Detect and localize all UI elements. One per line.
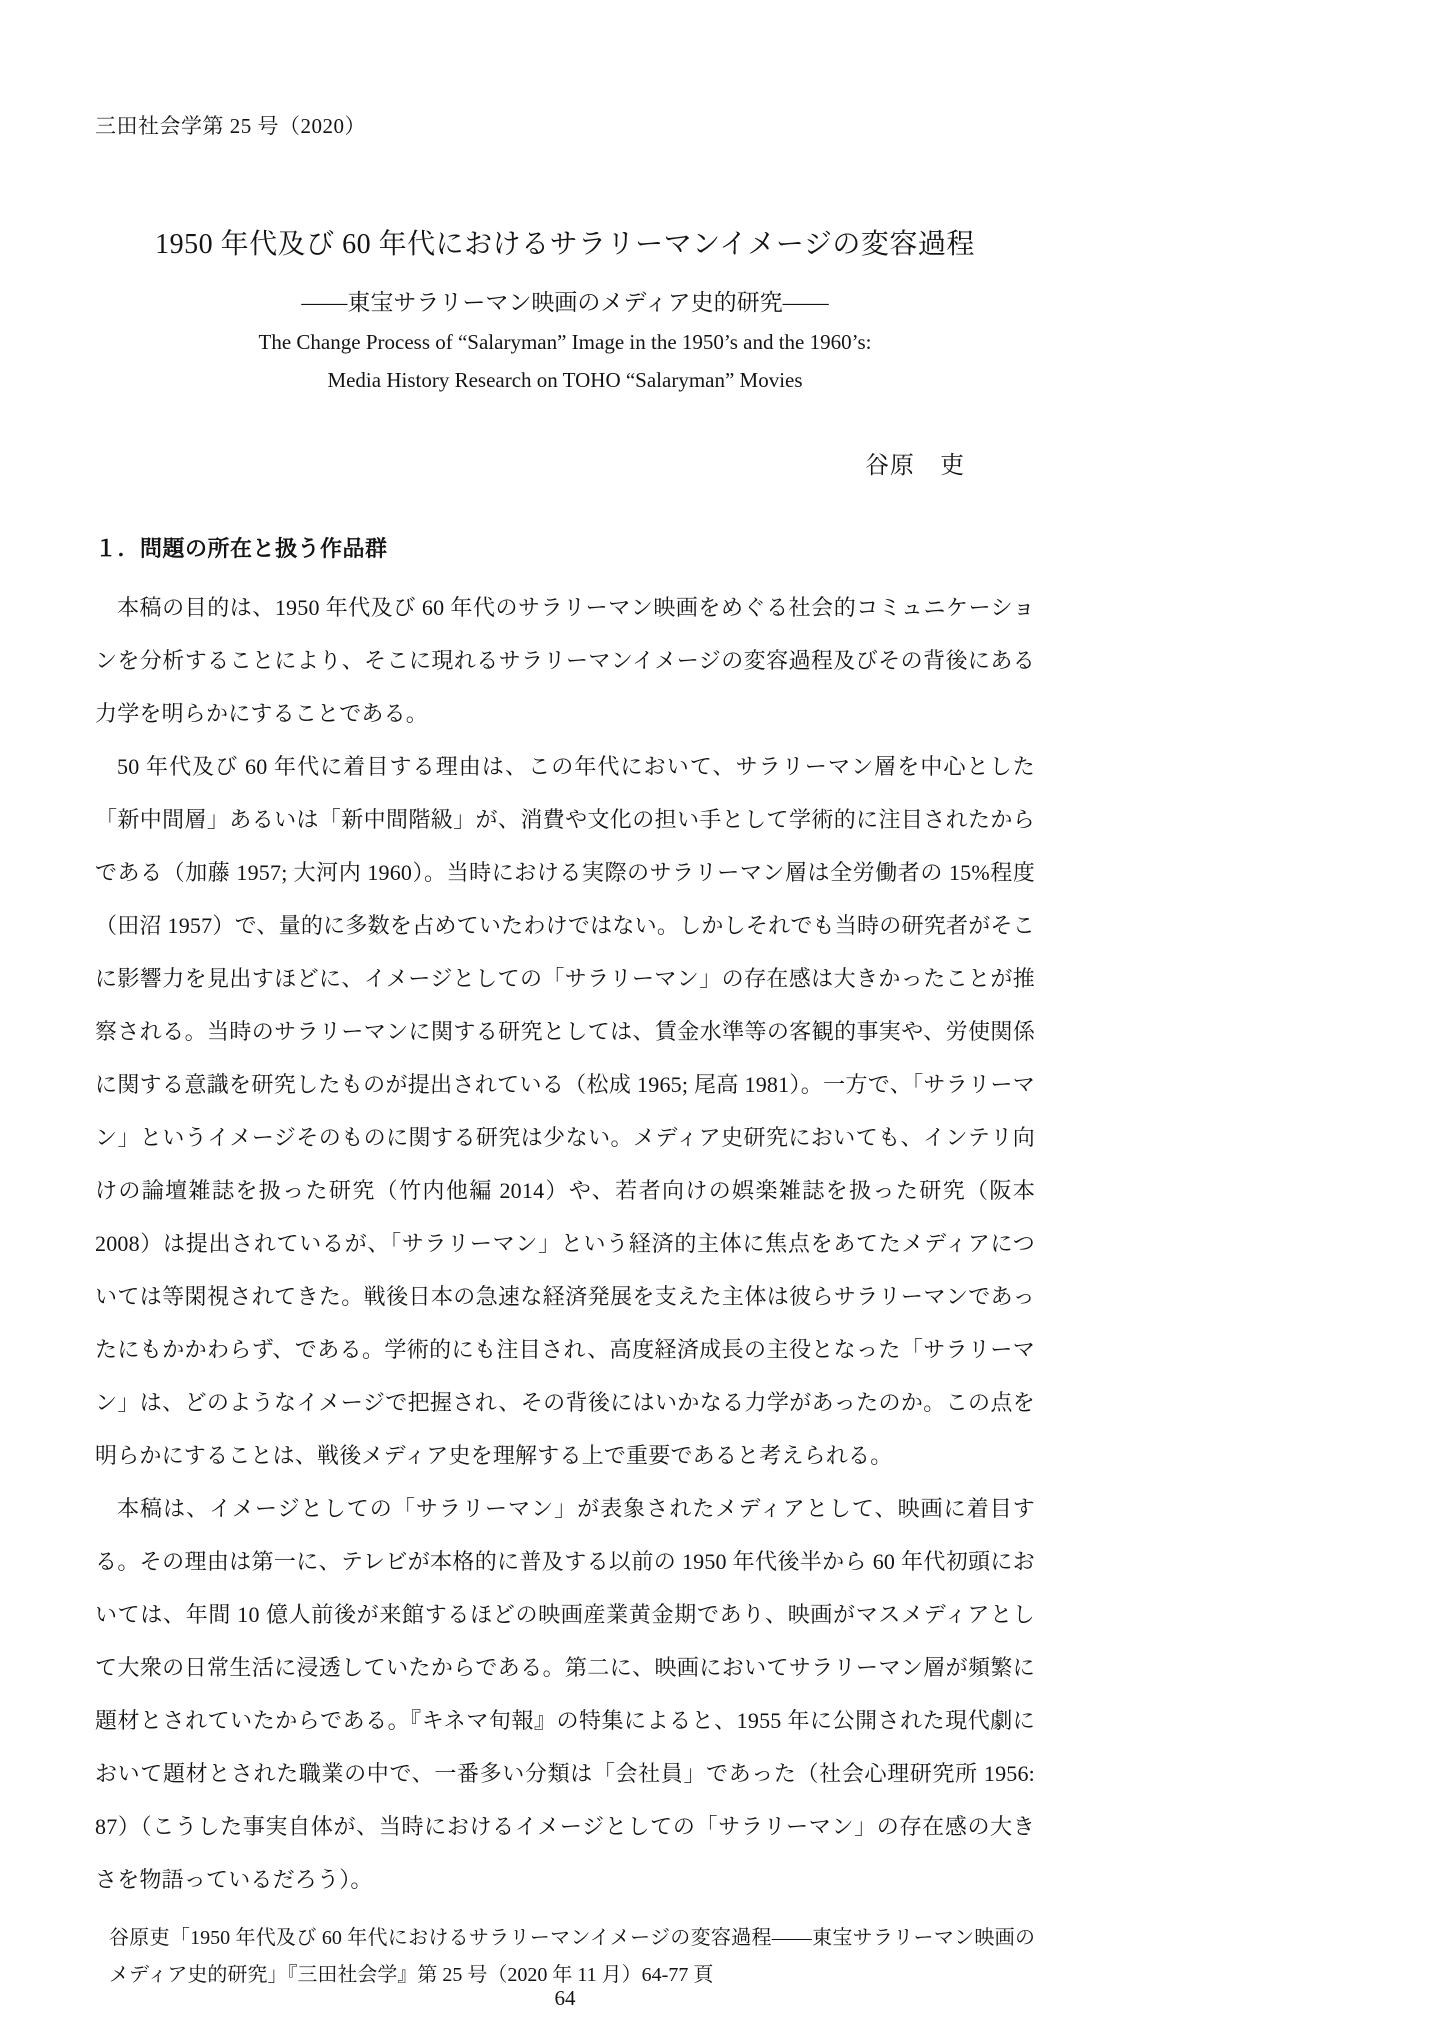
body-paragraph-3: 本稿は、イメージとしての「サラリーマン」が表象されたメディアとして、映画に着目する。その理由は第一に、テレビが本格的に普及する以前の 1950 年代後半から 60 年代初頭においては、年間 10 億人前後が来館するほどの映画産業黄金期であり、映画がマスメディアとして大衆の日常生活に浸透していたからである。第二に、映画においてサラリーマン層が頻繁に題材とされていたからである。『キネマ旬報』の特集によると、1955 年に公開された現代劇において題材とされた職業の中で、一番多い分類は「会社員」であった（社会心理研究所 1956: 87）（こうした事実自体が、当時におけるイメージとしての「サラリーマン」の存在感の大きさを物語っているだろう）。 bbox=[95, 1496, 1035, 1893]
section-heading: １．問題の所在と扱う作品群 bbox=[95, 536, 388, 561]
content-column bbox=[95, 0, 1035, 1906]
author-name: 谷原 吏 bbox=[865, 453, 965, 479]
body-paragraph-2: 50 年代及び 60 年代に着目する理由は、この年代において、サラリーマン層を中心とした「新中間層」あるいは「新中間階級」が、消費や文化の担い手として学術的に注目されたからである（加藤 1957; 大河内 1960）。当時における実際のサラリーマン層は全労働者の 15%程度（田沼 1957）で、量的に多数を占めていたわけではない。しかしそれでも当時の研究者がそこに影響力を見出すほどに、イメージとしての「サラリーマン」の存在感は大きかったことが推察される。当時のサラリーマンに関する研究としては、賃金水準等の客観的事実や、労使関係に関する意識を研究したものが提出されている（松成 1965; 尾高 1981）。一方で、「サラリーマン」というイメージそのものに関する研究は少ない。メディア史研究においても、インテリ向けの論壇雑誌を扱った研究（竹内他編 2014）や、若者向けの娯楽雑誌を扱った研究（阪本 2008）は提出されているが、「サラリーマン」という経済的主体に焦点をあてたメディアについては等閑視されてきた。戦後日本の急速な経済発展を支えた主体は彼らサラリーマンであったにもかかわらず、である。学術的にも注目され、高度経済成長の主役となった「サラリーマン」は、どのようなイメージで把握され、その背後にはいかなる力学があったのか。この点を明らかにすることは、戦後メディア史を理解する上で重要であると考えられる。 bbox=[95, 754, 1035, 1469]
paper-title: 1950 年代及び 60 年代におけるサラリーマンイメージの変容過程 bbox=[155, 229, 975, 260]
english-title-line1: The Change Process of “Salaryman” Image in the 1950’s and the 1960’s: bbox=[258, 330, 872, 354]
body-paragraph-1: 本稿の目的は、1950 年代及び 60 年代のサラリーマン映画をめぐる社会的コミュニケーションを分析することにより、そこに現れるサラリーマンイメージの変容過程及びその背後にある力学を明らかにすることである。 bbox=[95, 595, 1035, 727]
journal-header: 三田社会学第 25 号（2020） bbox=[95, 114, 366, 138]
english-title-line2: Media History Research on TOHO “Salaryman” Movies bbox=[327, 368, 803, 392]
body-text bbox=[95, 581, 1035, 1906]
citation-footnote: 谷原吏「1950 年代及び 60 年代におけるサラリーマンイメージの変容過程——東宝サラリーマン映画のメディア史的研究」『三田社会学』第 25 号（2020 年 11 月）64-77 頁 bbox=[109, 1927, 1035, 1986]
page-number: 64 bbox=[554, 1986, 576, 2010]
paper-subtitle: ——東宝サラリーマン映画のメディア史的研究—— bbox=[301, 290, 829, 315]
